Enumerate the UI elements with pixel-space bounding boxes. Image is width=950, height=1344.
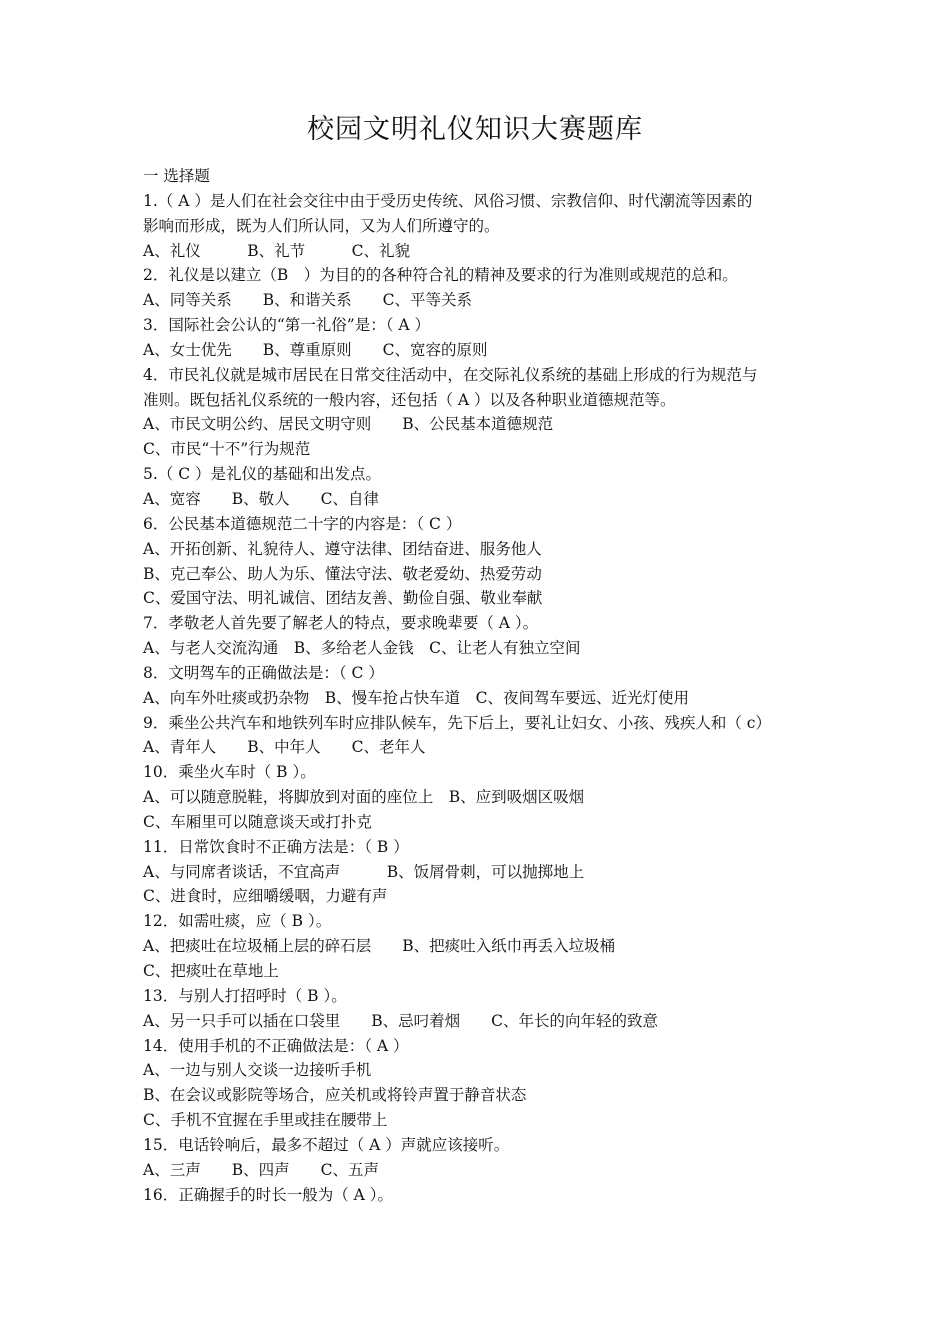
text-line: C、手机不宜握在手里或挂在腰带上 xyxy=(143,1111,388,1130)
text-line: 10．乘坐火车时（ B ）。 xyxy=(143,763,316,782)
text-line: A、另一只手可以插在口袋里 B、忌叼着烟 C、年长的向年轻的致意 xyxy=(143,1011,658,1030)
text-line: 12．如需吐痰，应（ B ）。 xyxy=(143,912,332,931)
text-line: 8．文明驾车的正确做法是：（ C ） xyxy=(143,663,384,682)
section-heading: 一 选择题 xyxy=(143,167,210,185)
text-line: 11．日常饮食时不正确方法是：（ B ） xyxy=(143,837,409,856)
text-line: 6．公民基本道德规范二十字的内容是：（ C ） xyxy=(143,514,462,533)
text-line: A、同等关系 B、和谐关系 C、平等关系 xyxy=(143,291,472,310)
text-line: 影响而形成，既为人们所认同，又为人们所遵守的。 xyxy=(143,216,500,235)
text-line: A、女士优先 B、尊重原则 C、宽容的原则 xyxy=(143,340,488,359)
text-line: A、开拓创新、礼貌待人、遵守法律、团结奋进、服务他人 xyxy=(143,539,542,558)
text-line: A、把痰吐在垃圾桶上层的碎石层 B、把痰吐入纸巾再丢入垃圾桶 xyxy=(143,937,616,956)
text-line: A、市民文明公约、居民文明守则 B、公民基本道德规范 xyxy=(143,415,554,434)
text-line: A、向车外吐痰或扔杂物 B、慢车抢占快车道 C、夜间驾车要远、近光灯使用 xyxy=(143,688,689,707)
document-title: 校园文明礼仪知识大赛题库 xyxy=(307,114,643,145)
text-line: C、车厢里可以随意谈天或打扑克 xyxy=(143,812,372,831)
text-line: A、三声 B、四声 C、五声 xyxy=(143,1160,379,1179)
text-line: 16．正确握手的时长一般为（ A ）。 xyxy=(143,1185,394,1204)
text-line: A、一边与别人交谈一边接听手机 xyxy=(143,1061,372,1080)
text-line: 1.（ A ）是人们在社会交往中由于受历史传统、风俗习惯、宗教信仰、时代潮流等因素的 xyxy=(143,191,753,210)
text-line: A、与老人交流沟通 B、多给老人金钱 C、让老人有独立空间 xyxy=(143,639,581,658)
text-line: B、在会议或影院等场合，应关机或将铃声置于静音状态 xyxy=(143,1086,527,1105)
text-line: 准则。既包括礼仪系统的一般内容，还包括（ A ）以及各种职业道德规范等。 xyxy=(143,390,676,409)
text-line: A、与同席者谈话，不宜高声 B、饭屑骨刺，可以抛掷地上 xyxy=(143,862,585,881)
text-line: A、宽容 B、敬人 C、自律 xyxy=(143,489,379,508)
text-line: B、克己奉公、助人为乐、懂法守法、敬老爱幼、热爱劳动 xyxy=(143,564,542,583)
text-line: 13．与别人打招呼时（ B ）。 xyxy=(143,986,347,1005)
text-line: C、把痰吐在草地上 xyxy=(143,962,279,980)
text-line: 15．电话铃响后，最多不超过（ A ）声就应该接听。 xyxy=(143,1135,510,1154)
text-line: 7．孝敬老人首先要了解老人的特点，要求晚辈要（ A ）。 xyxy=(143,614,539,633)
text-line: A、礼仪 B、礼节 C、礼貌 xyxy=(143,241,410,260)
text-line: C、爱国守法、明礼诚信、团结友善、勤俭自强、敬业奉献 xyxy=(143,589,543,608)
text-line: C、进食时，应细嚼缓咽，力避有声 xyxy=(143,887,388,906)
text-line: C、市民“十不”行为规范 xyxy=(143,440,311,459)
text-line: A、青年人 B、中年人 C、老年人 xyxy=(143,738,426,757)
text-line: A、可以随意脱鞋，将脚放到对面的座位上 B、应到吸烟区吸烟 xyxy=(143,788,585,807)
question-list xyxy=(143,164,818,1207)
text-line: 5.（ C ）是礼仪的基础和出发点。 xyxy=(143,465,382,484)
text-line: 14．使用手机的不正确做法是：（ A ） xyxy=(143,1036,409,1055)
text-line: 3．国际社会公认的“第一礼俗”是：（ A ） xyxy=(143,316,431,335)
text-line: 9．乘坐公共汽车和地铁列车时应排队候车，先下后上，要礼让妇女、小孩、残疾人和（ c） xyxy=(143,713,771,732)
text-line: 4．市民礼仪就是城市居民在日常交往活动中，在交际礼仪系统的基础上形成的行为规范与 xyxy=(143,365,758,384)
text-line: 2．礼仪是以建立（B ）为目的的各种符合礼的精神及要求的行为准则或规范的总和。 xyxy=(143,266,738,285)
